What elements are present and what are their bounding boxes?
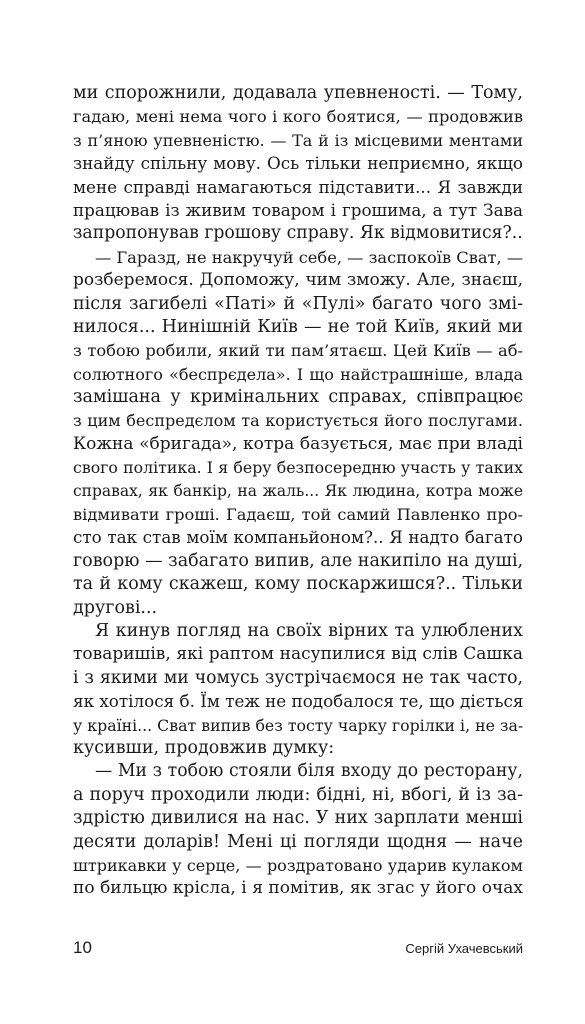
- text-line: десяти доларів! Мені ці погляди щодня — наче: [73, 831, 523, 852]
- text-line: — Гаразд, не накручуй себе, — заспокоїв Сват, —: [95, 247, 524, 267]
- text-line: з цим беспредєлом та користується його послугами.: [73, 411, 523, 431]
- text-line: штрикавки у серце, — роздратовано ударив кулаком: [73, 855, 523, 875]
- text-line: солютного «беспрєдела». І що найстрашніше, влада: [73, 364, 523, 384]
- page-number: 10: [73, 938, 92, 957]
- text-line: з п’яною упевненістю. — Та й із місцевими ментами: [73, 130, 523, 150]
- text-line: працював із живим товаром і грошима, а тут Зава: [73, 199, 523, 220]
- text-line: здрістю дивилися на нас. У них зарплати менші: [73, 808, 523, 829]
- page-footer: [73, 938, 523, 962]
- text-line: та й кому скажеш, кому поскаржишся?.. Тільки: [73, 574, 523, 595]
- text-line: Кожна «бригада», котра базується, має при владі: [73, 433, 523, 454]
- text-line: як хотілося б. Їм теж не подобалося те, що діється: [73, 691, 524, 712]
- text-line: справах, як банкір, на жаль... Як людина, котра може: [73, 481, 523, 500]
- text-line: після загибелі «Паті» й «Пулі» багато чого змі-: [73, 293, 523, 314]
- text-line: у країні... Сват випив без тосту чарку горілки і, не за-: [73, 715, 524, 735]
- text-line: і з якими ми чомусь зустрічаємося не так часто,: [73, 667, 523, 688]
- text-line: знайду спільну мову. Ось тільки неприємно, якщо: [73, 153, 523, 174]
- text-line: товаришів, які раптом насупилися від слів Сашка: [73, 644, 523, 665]
- text-line: свого політика. І я беру безпосередню участь у таких: [73, 458, 523, 478]
- text-line: запропонував грошову справу. Як відмовитися?..: [73, 223, 523, 244]
- text-line: розберемося. Допоможу, чим зможу. Але, знаєш,: [73, 270, 523, 291]
- text-line: а поруч проходили люди: бідні, ні, вбогі, й із за-: [73, 784, 523, 805]
- text-line: відмивати гроші. Гадаєш, той самий Павленко про-: [73, 505, 523, 525]
- body-text: [73, 82, 523, 901]
- text-line: другові...: [73, 597, 158, 618]
- text-line: ми спорожнили, додавала упевненості. — Тому,: [73, 83, 523, 103]
- text-line: сто так став моїм компаньйоном?.. Я надто багато: [73, 527, 523, 548]
- text-line: по бильцю крісла, і я помітив, як згас у його очах: [73, 878, 523, 899]
- text-line: — Ми з тобою стояли біля входу до ресторану,: [95, 761, 523, 782]
- text-line: гадаю, мені нема чого і кого боятися, — продовжив: [73, 107, 523, 127]
- text-line: мене справді намагаються підставити... Я завжди: [73, 176, 523, 197]
- text-line: Я кинув погляд на своїх вірних та улюблених: [95, 620, 523, 641]
- text-line: говорю — забагато випив, але накипіло на душі,: [73, 550, 524, 571]
- text-line: з тобою робили, який ти пам’ятаєш. Цей Київ — аб-: [73, 341, 523, 361]
- text-line: нилося... Нинішній Київ — не той Київ, який ми: [73, 316, 523, 337]
- text-line: кусивши, продовжив думку:: [73, 737, 335, 758]
- text-line: замішана у кримінальних справах, співпрацює: [73, 387, 523, 408]
- running-author: Сергій Ухачевський: [405, 941, 523, 956]
